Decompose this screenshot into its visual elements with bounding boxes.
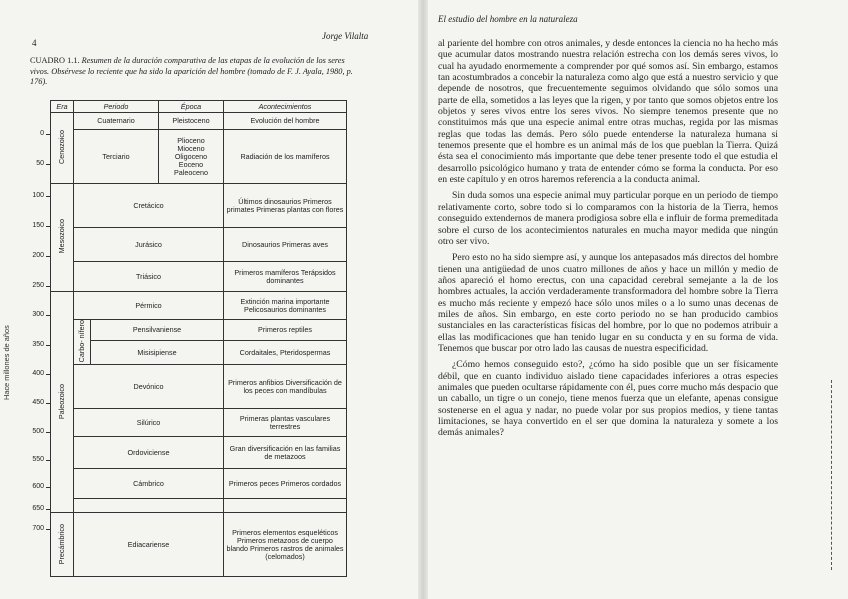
header-epoch: Época: [159, 101, 224, 113]
tick: 700: [32, 525, 44, 532]
book-gutter: [418, 0, 428, 599]
tick: 400: [32, 370, 44, 377]
era-label: Paleozoico: [57, 383, 66, 419]
epoch-label: Oligoceno: [174, 151, 208, 161]
period-cell: Jurásico: [74, 228, 224, 262]
era-cell: [51, 184, 74, 292]
tick: 500: [32, 428, 44, 435]
event-cell: Primeros elementos esqueléticos Primeros metazoos de cuerpo blando Primeros rastros de animales (celomados): [224, 513, 347, 577]
event-spacer: [224, 499, 347, 513]
y-axis-label: Hace millones de años: [2, 325, 11, 400]
event-cell: Dinosaurios Primeras aves: [224, 228, 347, 262]
paragraph: ¿Cómo hemos conseguido esto?, ¿cómo ha sido posible que un ser físicamente débil, que en cuanto individuo aislado tiene capacidades inferiores a otras especies animales que pueden ocultarse rápidamente con él, pues corre mucho más despacio que un caballo, un tigre o un conejo, tiene menos fuerza que un elefante, apenas consigue sostenerse en el agua y nadar, no puede volar por sus propios medios, y tiene tantas limitaciones, se haya convertido en el ser que domina la naturaleza y somete a los demás animales?: [438, 359, 778, 439]
period-cell: Cuaternario: [74, 113, 159, 130]
tick: 50: [36, 160, 44, 167]
tick: 600: [32, 483, 44, 490]
scan-margin-marks: [827, 380, 832, 570]
tick: 300: [32, 311, 44, 318]
tick: 250: [32, 282, 44, 289]
event-cell: Primeros peces Primeros cordados: [224, 469, 347, 499]
period-cell: Devónico: [74, 365, 224, 409]
body-text: [438, 38, 778, 439]
geologic-timescale-table: [50, 100, 347, 577]
header-events: Acontecimientos: [224, 101, 347, 113]
period-cell: Ordoviciense: [74, 437, 224, 469]
period-cell: Pensilvaniense: [91, 320, 224, 341]
caption-text: Resumen de la duración comparativa de las etapas de la evolución de los seres vivos. Obsérvese lo reciente que ha sido la aparición del hombre (tomado de F. J. Ayala, 1980, p. 176).: [30, 56, 353, 86]
tick: 550: [32, 456, 44, 463]
period-cell: Misisipiense: [91, 341, 224, 365]
tick: 450: [32, 399, 44, 406]
page-number: 4: [32, 38, 37, 48]
era-cell: [51, 292, 74, 513]
period-spacer: [74, 499, 224, 513]
carboniferous-cell: [74, 320, 91, 365]
running-head-right: El estudio del hombre en la naturaleza: [438, 14, 578, 24]
era-label: Mesozoico: [57, 219, 66, 254]
right-page: [428, 0, 848, 599]
period-cell: Silúrico: [74, 409, 224, 437]
epoch-label: Mioceno: [177, 143, 205, 153]
paragraph: Sin duda somos una especie animal muy particular porque en un periodo de tiempo relativamente corto, sobre todo si lo comparamos con la historia de la Tierra, hemos conseguido extendernos de manera prodigiosa sobre ella e influir de forma premeditada sobre el curso de los acontecimientos naturales en mucha mayor medida que ningún otro ser vivo.: [438, 190, 778, 247]
event-cell: Extinción marina importante Pelicosaurios dominantes: [224, 292, 347, 320]
tick: 350: [32, 341, 44, 348]
paragraph: Pero esto no ha sido siempre así, y aunque los antepasados más directos del hombre tienen una antigüedad de unos cuatro millones de años y hace un millón y medio de años apareció el homo erectus, con una capacidad cerebral semejante a la de los hombres actuales, la acción verdaderamente transformadora del hombre sobre la Tierra es mucho más reciente y empezó hace sólo unos miles o a lo sumo unas decenas de miles de años. Sin embargo, en este corto periodo no se han producido cambios sustanciales en las características físicas del hombre, por lo que no podemos atribuir a ellas las modificaciones que han tenido lugar en su conducta y en su forma de vida. Tenemos que buscar por otro lado las causas de nuestra especificidad.: [438, 252, 778, 354]
epoch-label: Eoceno: [178, 159, 204, 169]
tick: 650: [32, 505, 44, 512]
time-axis: [16, 100, 50, 530]
period-cell: Cretácico: [74, 184, 224, 228]
period-cell: Ediacariense: [74, 513, 224, 577]
era-label: Precámbrico: [57, 523, 66, 565]
epoch-label: Paleoceno: [174, 167, 208, 177]
carboniferous-label: Carbo- nífero: [77, 320, 86, 363]
epoch-label: Plioceno: [177, 135, 205, 145]
era-label: Cenozoico: [57, 130, 66, 164]
tick: 100: [32, 192, 44, 199]
tick: 0: [40, 130, 44, 137]
caption-label: CUADRO 1.1.: [30, 56, 80, 65]
event-cell: Últimos dinosaurios Primeros primates Primeras plantas con flores: [224, 184, 347, 228]
tick: 150: [32, 222, 44, 229]
header-era: Era: [51, 101, 74, 113]
left-page: [0, 0, 418, 599]
period-cell: Terciario: [74, 130, 159, 184]
header-period: Periodo: [74, 101, 159, 113]
event-cell: Primeros mamíferos Terápsidos dominantes: [224, 262, 347, 292]
era-cell: [51, 513, 74, 577]
epoch-cell: Pleistoceno: [159, 113, 224, 130]
event-cell: Primeras plantas vasculares terrestres: [224, 409, 347, 437]
running-head-left: Jorge Vilalta: [322, 31, 369, 41]
event-cell: Radiación de los mamíferos: [224, 130, 347, 184]
tick: 200: [32, 252, 44, 259]
event-cell: Evolución del hombre: [224, 113, 347, 130]
period-cell: Cámbrico: [74, 469, 224, 499]
era-cell: [51, 113, 74, 184]
paragraph: al pariente del hombre con otros animales, y desde entonces la ciencia no ha hecho más que acumular datos mostrando nuestra relación estrecha con los demás seres vivos, lo cual ha ayudado enormemente a comprender por qué somos así. Sin embargo, estamos tan acostumbrados a concebir la naturaleza como algo que está a nuestro servicio y que depende de nosotros, que frecuentemente seguimos olvidando que sólo somos una parte de ella, sometidos a las leyes que la rigen, y por tanto que somos objetos entre los objetos y seres vivos entre los seres vivos. No siempre tenemos presente que no constituimos más que una especie animal entre otras muchas, regida por las mismas reglas que todas las demás. Pero sólo puede entenderse la naturaleza humana si tenemos presente que el hombre es un animal más de los que pueblan la Tierra. Quizá ésta sea el conocimiento más importante que debe tener presente todo el que estudia el desarrollo psicológico humano y trata de entender cómo se forma la conducta. Por eso en este capítulo y en otros haremos referencia a la conducta animal.: [438, 38, 778, 186]
event-cell: Primeros anfibios Diversificación de los peces con mandíbulas: [224, 365, 347, 409]
table-caption: [30, 56, 360, 88]
event-cell: Gran diversificación en las familias de metazoos: [224, 437, 347, 469]
period-cell: Pérmico: [74, 292, 224, 320]
epoch-cell: [159, 130, 224, 184]
event-cell: Primeros reptiles: [224, 320, 347, 341]
event-cell: Cordaitales, Pteridospermas: [224, 341, 347, 365]
period-cell: Triásico: [74, 262, 224, 292]
